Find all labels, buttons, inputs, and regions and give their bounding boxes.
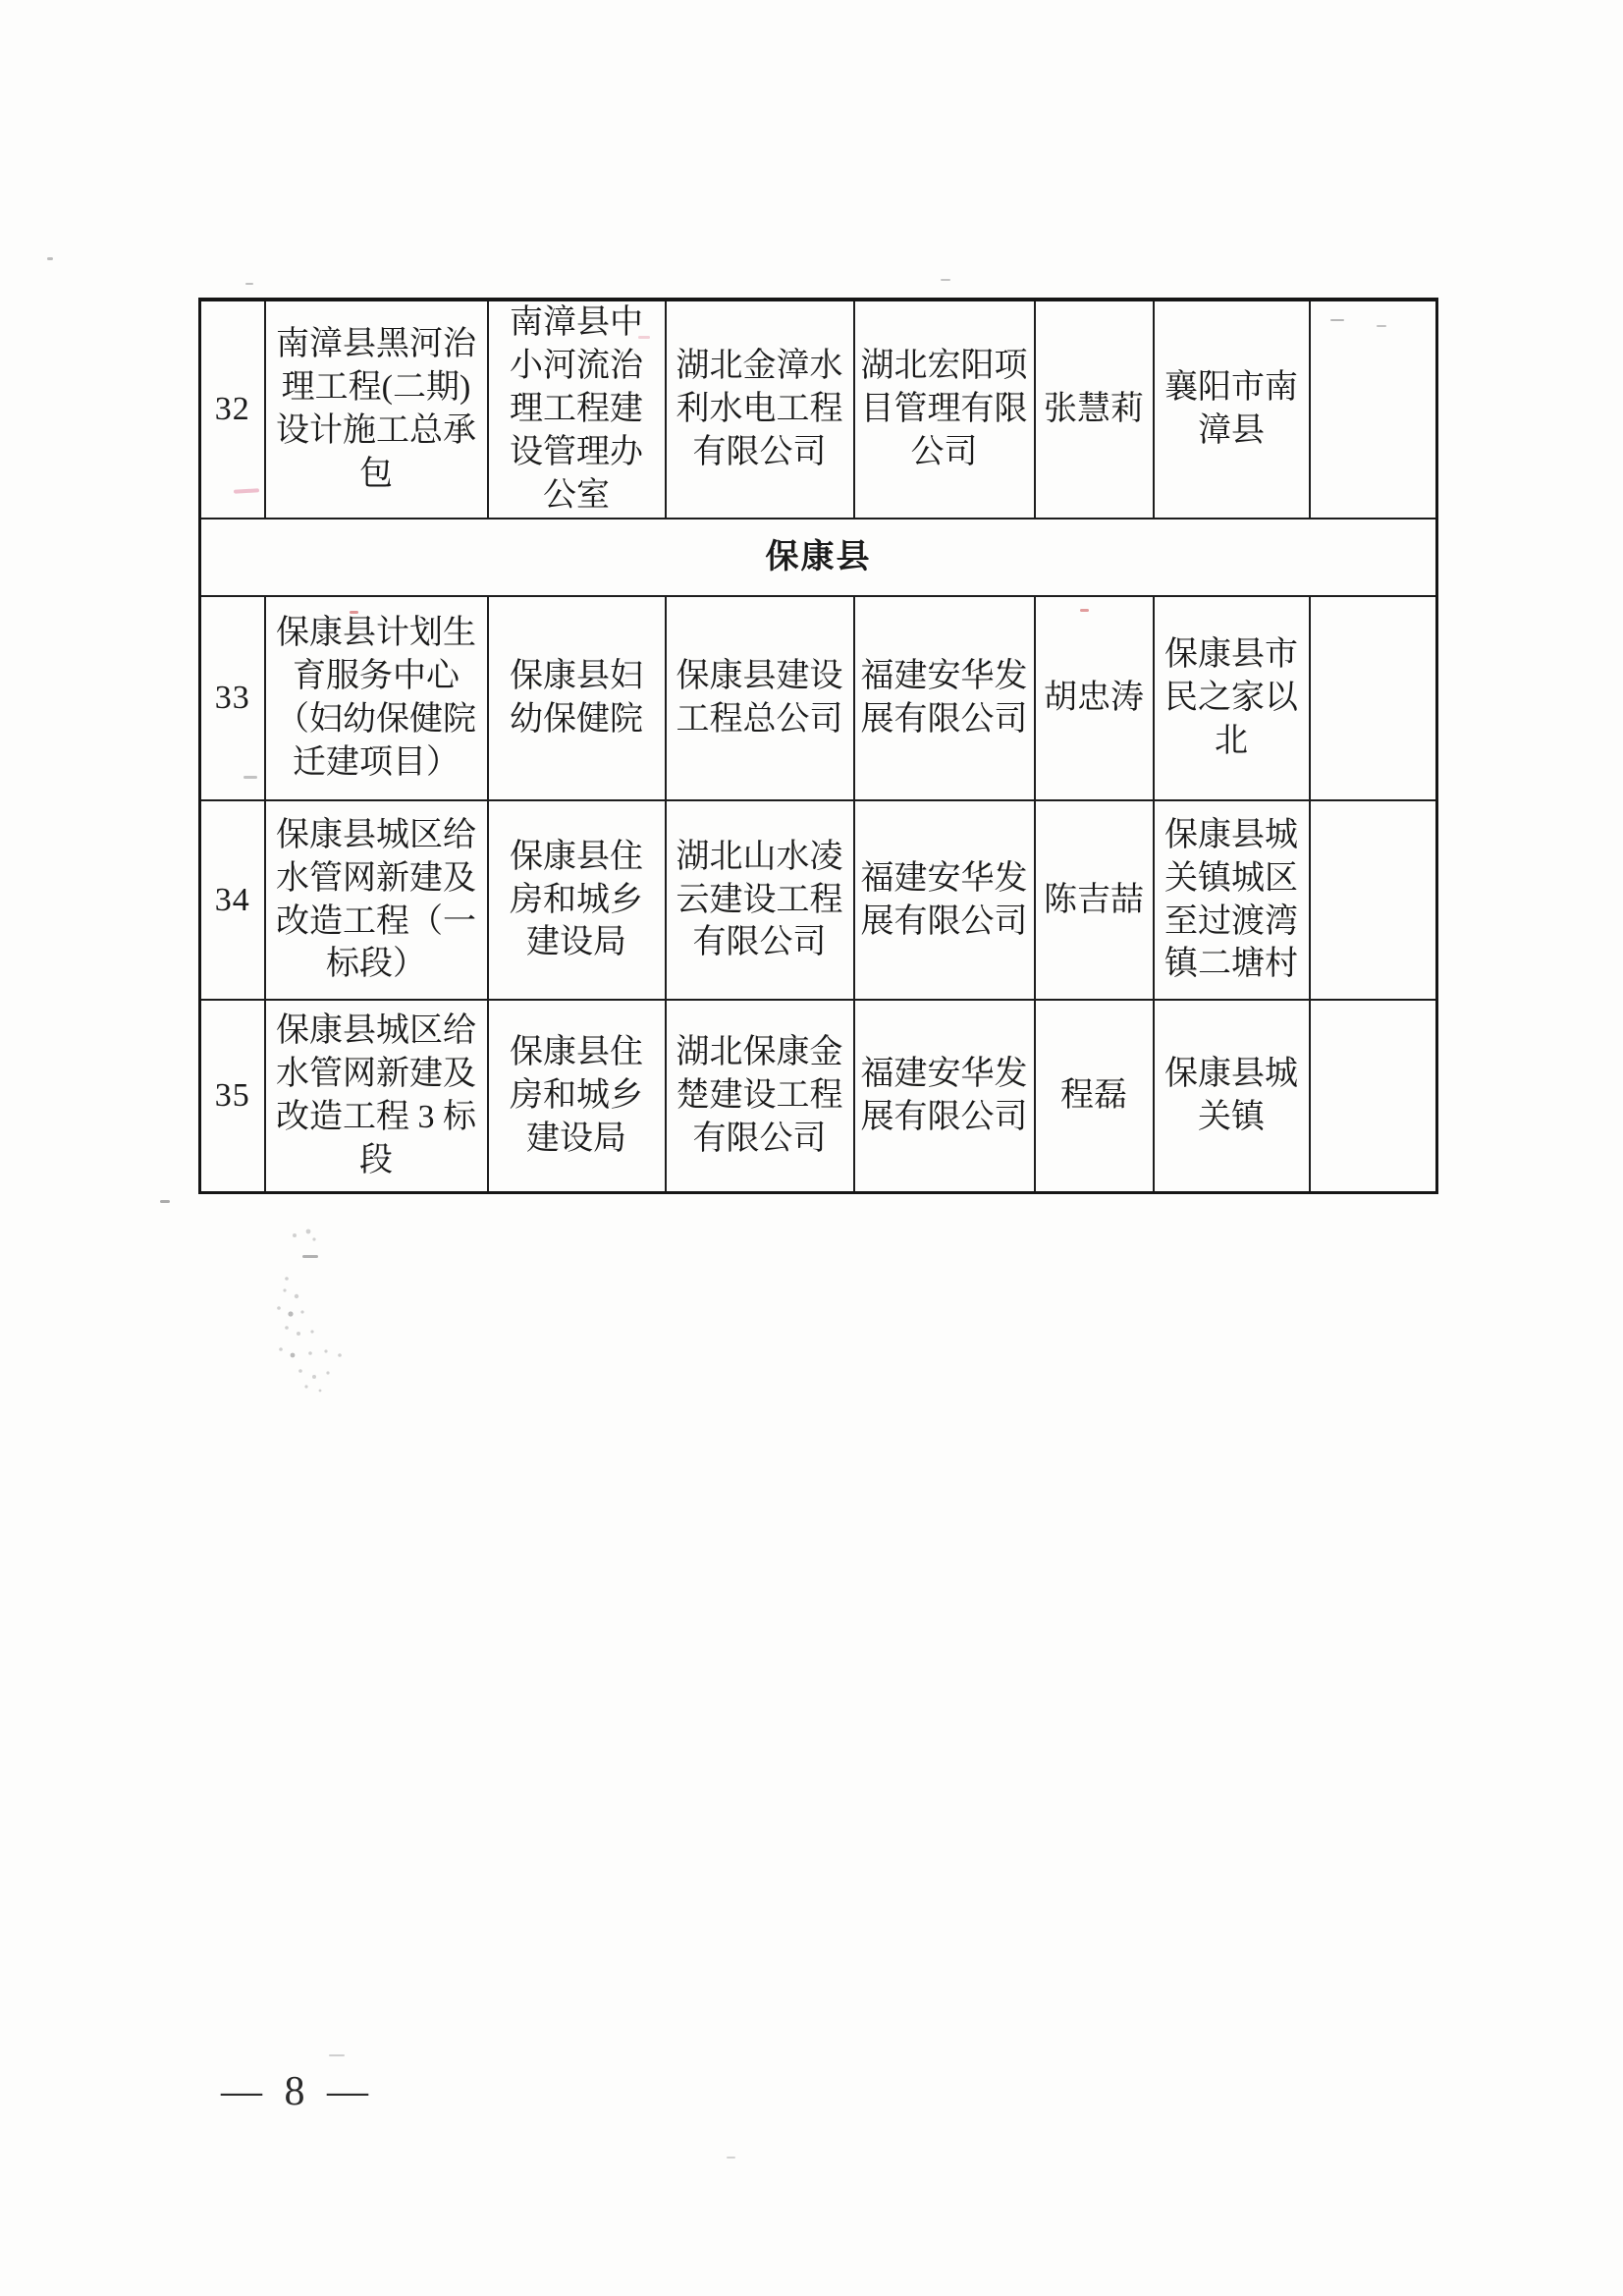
cell-project-name: 保康县计划生育服务中心（妇幼保健院迁建项目） [265,596,488,800]
cell-person-name: 陈吉喆 [1035,800,1154,1000]
scan-speck [1330,319,1344,321]
scan-speck [941,279,950,281]
cell-project-name: 南漳县黑河治理工程(二期)设计施工总承包 [265,300,488,519]
cell-seq: 35 [200,1000,265,1192]
cell-agency-unit: 福建安华发展有限公司 [854,596,1035,800]
cell-seq: 33 [200,596,265,800]
cell-project-location: 保康县城关镇城区至过渡湾镇二塘村 [1154,800,1310,1000]
cell-remarks [1310,596,1437,800]
table-row-34 [200,800,1437,1000]
cell-person-name: 程磊 [1035,1000,1154,1192]
cell-project-location: 保康县市民之家以北 [1154,596,1310,800]
cell-remarks [1310,800,1437,1000]
cell-contractor-unit: 保康县建设工程总公司 [666,596,854,800]
cell-remarks [1310,1000,1437,1192]
cell-agency-unit: 福建安华发展有限公司 [854,1000,1035,1192]
cell-contractor-unit: 湖北金漳水利水电工程有限公司 [666,300,854,519]
table-row-33 [200,596,1437,800]
cell-contractor-unit: 湖北保康金楚建设工程有限公司 [666,1000,854,1192]
cell-owner-unit: 南漳县中小河流治理工程建设管理办公室 [488,300,666,519]
scan-speck [727,2157,735,2159]
scan-speck [243,776,257,779]
cell-remarks [1310,300,1437,519]
cell-person-name: 张慧莉 [1035,300,1154,519]
cell-agency-unit: 福建安华发展有限公司 [854,800,1035,1000]
section-row-baokang [200,519,1437,596]
cell-person-name: 胡忠涛 [1035,596,1154,800]
scan-speck [329,2054,345,2056]
section-header-label: 保康县 [200,519,1437,596]
cell-project-name: 保康县城区给水管网新建及改造工程（一标段） [265,800,488,1000]
cell-seq: 34 [200,800,265,1000]
scan-mark-red [1080,609,1089,612]
cell-owner-unit: 保康县住房和城乡建设局 [488,800,666,1000]
cell-project-name: 保康县城区给水管网新建及改造工程 3 标段 [265,1000,488,1192]
scan-mark-red [350,611,358,614]
bid-award-table [198,298,1438,1194]
table-row-32 [200,300,1437,519]
cell-project-location: 襄阳市南漳县 [1154,300,1310,519]
scan-mark-pink [638,336,650,339]
scan-speck [245,283,253,285]
table-row-35 [200,1000,1437,1192]
cell-owner-unit: 保康县妇幼保健院 [488,596,666,800]
scan-speck [47,257,53,260]
scan-speck [160,1200,170,1203]
cell-seq: 32 [200,300,265,519]
pencil-scribble [257,1218,375,1404]
cell-agency-unit: 湖北宏阳项目管理有限公司 [854,300,1035,519]
cell-owner-unit: 保康县住房和城乡建设局 [488,1000,666,1192]
page-number: — 8 — [221,2069,374,2114]
scan-speck [1377,325,1386,327]
cell-project-location: 保康县城关镇 [1154,1000,1310,1192]
cell-contractor-unit: 湖北山水凌云建设工程有限公司 [666,800,854,1000]
